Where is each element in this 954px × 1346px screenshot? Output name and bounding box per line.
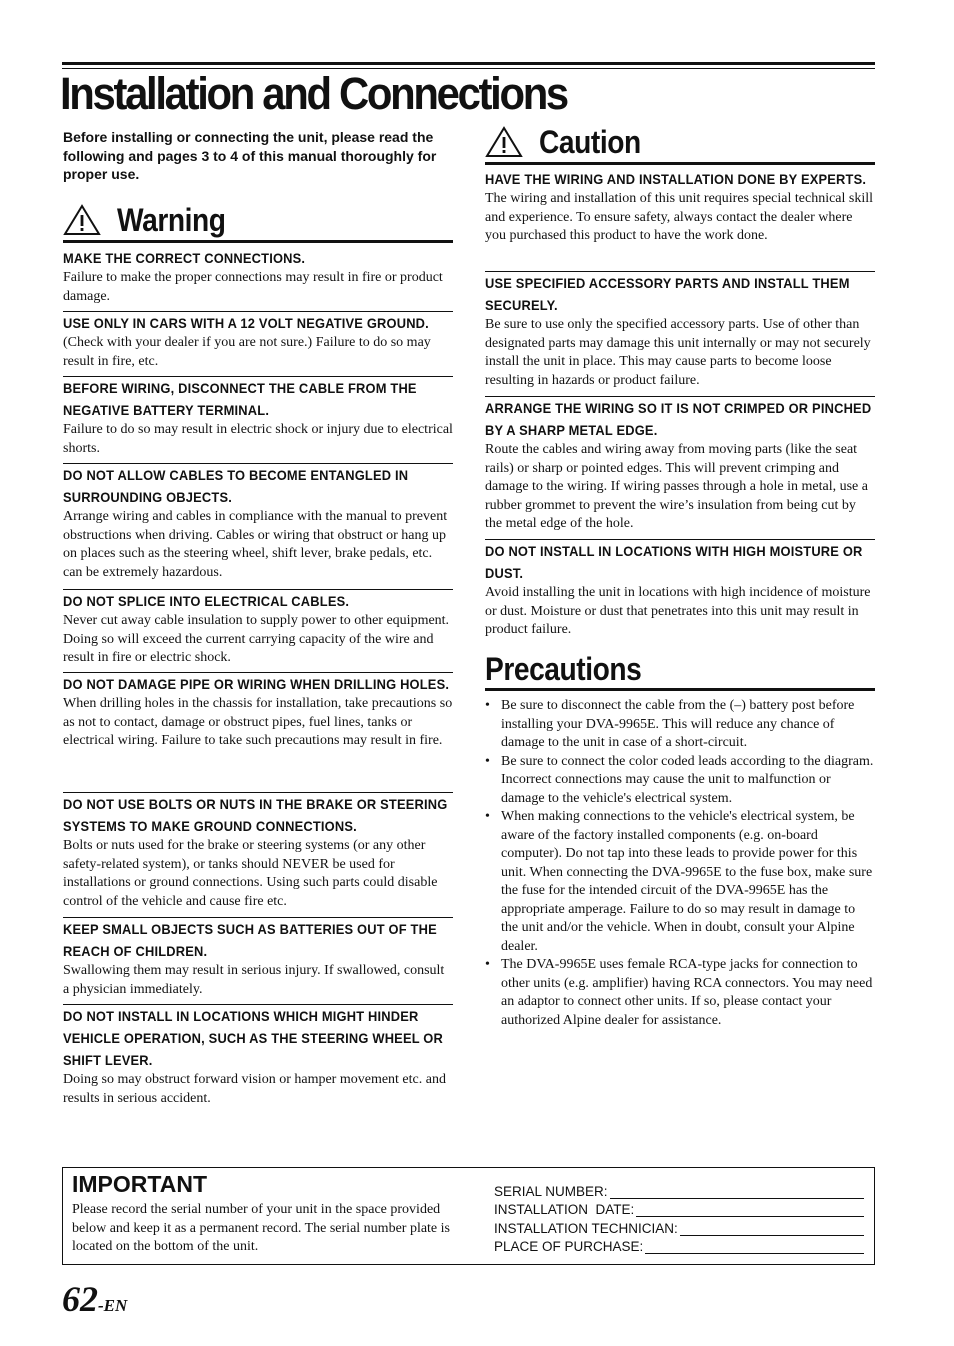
- warning-item-body: Swallowing them may result in serious injury. If swallowed, consult a physician immediately.: [63, 963, 445, 997]
- caution-item: [485, 271, 875, 390]
- field-line: [610, 1184, 864, 1199]
- place-of-purchase-field[interactable]: [494, 1239, 864, 1254]
- caution-item-head: DO NOT INSTALL IN LOCATIONS WITH HIGH MOISTURE OR DUST.: [485, 543, 863, 581]
- list-item: • When making connections to the vehicle's electrical system, be aware of the factory installed components (e.g. on-board computer). Do not tap into these leads to provide power for this unit. When connecting the DVA-9965E to the fuse box, make sure the fuse for the intended circuit of the DVA-9965E has the appropriate amperage. Failure to do so may result in damage to the unit and/or the vehicle. When in doubt, consult your Alpine dealer.: [485, 808, 875, 956]
- caution-heading: [485, 122, 875, 165]
- caution-item-body: The wiring and installation of this unit requires special technical skill and experience. To ensure safety, always contact the dealer where you purchased this product to have the work done.: [485, 191, 874, 243]
- precautions-heading-text: Precautions: [485, 650, 642, 687]
- warning-item: [63, 917, 453, 999]
- caution-heading-text: Caution: [539, 123, 641, 160]
- serial-number-field[interactable]: [494, 1184, 864, 1199]
- warning-item: [63, 376, 453, 458]
- page-number-value: 62: [62, 1279, 98, 1319]
- caution-triangle-icon: [485, 126, 523, 158]
- field-label: INSTALLATION DATE:: [494, 1202, 635, 1217]
- caution-item: [485, 168, 875, 246]
- warning-item: [63, 463, 453, 582]
- warning-item-head: MAKE THE CORRECT CONNECTIONS.: [63, 250, 306, 266]
- precautions-list: [485, 697, 875, 1030]
- page-number: [62, 1278, 127, 1320]
- caution-item: [485, 396, 875, 534]
- field-label: INSTALLATION TECHNICIAN:: [494, 1221, 678, 1236]
- warning-item: [63, 672, 453, 751]
- caution-item-head: USE SPECIFIED ACCESSORY PARTS AND INSTALL THEM SECURELY.: [485, 275, 850, 313]
- important-text: Please record the serial number of your unit in the space provided below and keep it as a permanent record. The serial number plate is located on the bottom of the unit.: [72, 1202, 450, 1254]
- caution-item-head: HAVE THE WIRING AND INSTALLATION DONE BY EXPERTS.: [485, 171, 867, 187]
- warning-item-head: BEFORE WIRING, DISCONNECT THE CABLE FROM THE NEGATIVE BATTERY TERMINAL.: [63, 380, 417, 418]
- warning-item-head: DO NOT DAMAGE PIPE OR WIRING WHEN DRILLING HOLES.: [63, 676, 450, 692]
- warning-item-body: Never cut away cable insulation to supply power to other equipment. Doing so will exceed the current carrying capacity of the wire and result in fire or electric shock.: [63, 613, 450, 665]
- field-label: SERIAL NUMBER:: [494, 1184, 608, 1199]
- important-title: IMPORTANT: [72, 1171, 208, 1197]
- field-line: [680, 1221, 864, 1236]
- caution-item: [485, 539, 875, 640]
- page-number-suffix: -EN: [98, 1296, 128, 1315]
- warning-item: [63, 311, 453, 371]
- field-line: [645, 1239, 864, 1254]
- warning-item-body: Bolts or nuts used for the brake or steering systems (or any other safety-related system), or tanks should NEVER be used for installations or ground connections. Using such parts could disable control of the vehicle and cause fire etc.: [63, 838, 438, 909]
- warning-item-body: Doing so may obstruct forward vision or hamper movement etc. and results in serious accident.: [63, 1072, 446, 1106]
- precautions-heading: [485, 650, 875, 691]
- warning-item: [63, 1004, 453, 1108]
- intro-text: Before installing or connecting the unit, please read the following and pages 3 to 4 of this manual thoroughly for proper use.: [63, 129, 437, 182]
- warning-heading-text: Warning: [117, 201, 226, 238]
- field-line: [636, 1202, 864, 1217]
- warning-item: [63, 589, 453, 668]
- warning-item-head: DO NOT INSTALL IN LOCATIONS WHICH MIGHT HINDER VEHICLE OPERATION, SUCH AS THE STEERING WHEEL OR SHIFT LEVER.: [63, 1008, 444, 1068]
- field-label: PLACE OF PURCHASE:: [494, 1239, 644, 1254]
- warning-item-body: Failure to make the proper connections may result in fire or product damage.: [63, 270, 443, 304]
- warning-triangle-icon: [63, 204, 101, 236]
- installation-technician-field[interactable]: [494, 1221, 864, 1236]
- caution-item-body: Avoid installing the unit in locations with high incidence of moisture or dust. Moisture or dust that penetrates into this unit may result in product failure.: [485, 585, 871, 637]
- top-rule: [62, 62, 875, 65]
- list-item: • The DVA-9965E uses female RCA-type jacks for connection to other units (e.g. amplifier) having RCA connectors. You may need an adaptor to connect other units. If so, please contact your authorized Alpine dealer for assistance.: [485, 956, 875, 1030]
- warning-item-head: DO NOT USE BOLTS OR NUTS IN THE BRAKE OR STEERING SYSTEMS TO MAKE GROUND CONNECTIONS.: [63, 796, 448, 834]
- warning-item-body: (Check with your dealer if you are not sure.) Failure to do so may result in fire, etc.: [63, 335, 431, 369]
- caution-item-body: Route the cables and wiring away from moving parts (like the seat rails) or sharp or pointed edges. This will prevent crimping and damage to the wiring. If wiring passes through a hole in metal, use a rubber grommet to prevent the wire’s insulation from being cut by the metal edge of the hole.: [485, 442, 868, 531]
- list-item: • Be sure to connect the color coded leads according to the diagram. Incorrect connections may cause the unit to malfunction or damage to the vehicle's electrical system.: [485, 753, 875, 809]
- warning-item-body: Arrange wiring and cables in compliance with the manual to prevent obstructions when driving. Cables or wiring that obstruct or hang up on places such as the steering wheel, shift lever, brake pedals, etc. can be extremely hazardous.: [63, 509, 448, 580]
- warning-item-head: KEEP SMALL OBJECTS SUCH AS BATTERIES OUT OF THE REACH OF CHILDREN.: [63, 921, 437, 959]
- warning-heading: [63, 200, 453, 243]
- page-title: Installation and Connections: [60, 68, 567, 119]
- warning-item-body: When drilling holes in the chassis for installation, take precautions so as not to contact, damage or obstruct pipes, fuel lines, tanks or electrical wiring. Failure to take such precautions may result in fire.: [63, 696, 453, 748]
- warning-item-body: Failure to do so may result in electric shock or injury due to electrical shorts.: [63, 422, 453, 456]
- warning-item-head: DO NOT ALLOW CABLES TO BECOME ENTANGLED IN SURROUNDING OBJECTS.: [63, 467, 409, 505]
- list-item: • Be sure to disconnect the cable from the (–) battery post before installing your DVA-9965E. This will reduce any chance of damage to the unit in case of a short-circuit.: [485, 697, 875, 753]
- installation-date-field[interactable]: [494, 1202, 864, 1217]
- important-box: [62, 1167, 875, 1265]
- caution-item-head: ARRANGE THE WIRING SO IT IS NOT CRIMPED OR PINCHED BY A SHARP METAL EDGE.: [485, 400, 872, 438]
- warning-item: [63, 247, 453, 306]
- warning-item-head: USE ONLY IN CARS WITH A 12 VOLT NEGATIVE GROUND.: [63, 315, 429, 331]
- warning-item: [63, 792, 453, 911]
- warning-item-head: DO NOT SPLICE INTO ELECTRICAL CABLES.: [63, 593, 350, 609]
- caution-item-body: Be sure to use only the specified accessory parts. Use of other than designated parts may damage this unit internally or may not securely install the unit in place. This may cause parts to become loose resulting in hazards or product failure.: [485, 317, 871, 388]
